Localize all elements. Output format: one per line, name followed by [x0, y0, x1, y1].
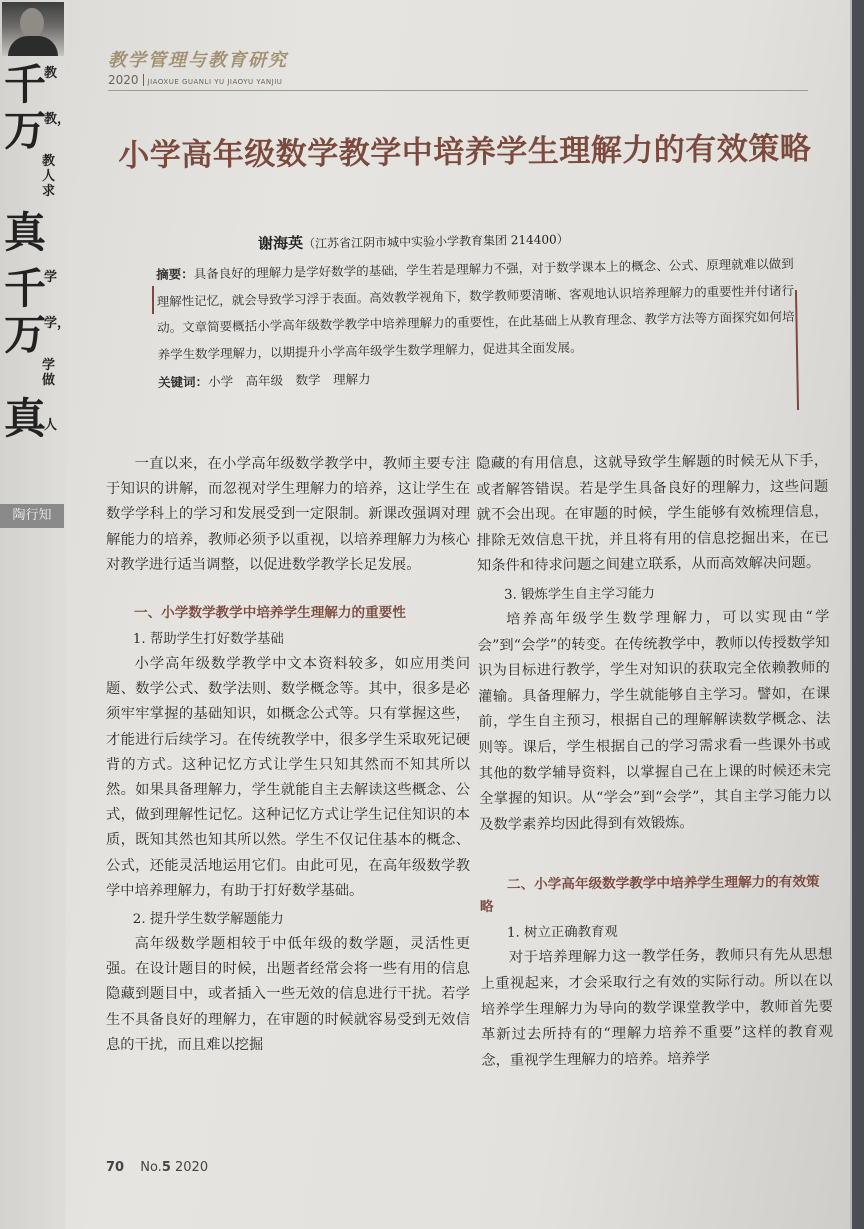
header-divider: [143, 74, 144, 86]
paragraph-1-3: 培养高年级学生数学理解力，可以实现由“学会”到“会学”的转变。在传统教学中，教师以传授数学知识为目标进行教学，学生对知识的获取完全依赖教师的灌输。具备理解力，学生就能够自主学习。譬如，在课前，学生自主预习，根据自己的理解解读数学概念、法则等。课后，学生根据自己的学习需求看一些课外书或其他的数学辅导资料，以掌握自己在上课的时候还未完全掌握的知识。从“学会”到“会学”，其自主学习能力以及数学素养均因此得到有效锻炼。: [477, 608, 832, 833]
subheading-1-2: 2. 提升学生数学解题能力: [132, 912, 284, 928]
journal-year: 2020: [108, 73, 139, 87]
motto-small: 人: [44, 418, 58, 433]
subheading-1-1: 1. 帮助学生打好数学基础: [132, 632, 284, 648]
motto-char: 千: [4, 60, 47, 109]
author-line: [258, 227, 569, 253]
abstract-label: 摘要：: [156, 266, 194, 282]
motto-vertical: [4, 60, 71, 443]
motto-small: 学做: [42, 358, 56, 388]
motto-small: 学: [44, 270, 58, 285]
section-heading-1: 一、小学数学教学中培养学生理解力的重要性: [134, 605, 406, 622]
subheading-2-1: 1. 树立正确教育观: [506, 925, 618, 942]
keywords-label: 关键词：: [157, 374, 209, 390]
paragraph-1-2: 高年级数学题相较于中低年级的数学题，灵活性更强。在设计题目的时候，出题者经常会将一些有用的信息隐藏到题目中，或者插入一些无效的信息进行干扰。若学生不具备良好的理解力，在审题的时候就容易受到无效信息的干扰，而且难以挖掘: [106, 936, 470, 1053]
left-sidebar: [0, 0, 71, 1229]
portrait-photo: [2, 2, 64, 56]
portrait-coat: [8, 36, 58, 56]
motto-char: 真: [4, 394, 47, 443]
paragraph-1-2-continued: 隐藏的有用信息，这就导致学生解题的时候无从下手，或者解答错误。若是学生具备良好的理解力，这些问题就不会出现。在审题的时候，学生能够有效梳理信息，排除无效信息干扰，并且将有用的信息挖掘出来，在已知条件和待求问题之间建立联系，从而高效解决问题。: [476, 452, 829, 575]
motto-small: 教: [44, 66, 58, 81]
abstract-accent-left: [152, 286, 154, 314]
issue-prefix: No.: [140, 1160, 162, 1175]
page-number: 70: [106, 1160, 125, 1175]
keywords: 小学 高年级 数学 理解力: [207, 371, 371, 390]
journal-name: 教学管理与教育研究: [108, 50, 288, 71]
author-affiliation: （江苏省江阴市城中实验小学教育集团 214400）: [302, 232, 569, 251]
right-column: [476, 449, 833, 1074]
portrait-face: [20, 8, 44, 38]
paragraph-1-1: 小学高年级数学教学中文本资料较多，如应用类问题、数学公式、数学法则、数学概念等。其中，很多是必须牢牢掌握的基础知识，如概念公式等。只有掌握这些，才能进行后续学习。在传统教学中，很多学生采取死记硬背的方式。这种记忆方式让学生只知其然而不知其所以然。如果具备理解力，学生就能自主去解读这些概念、公式，做到理解性记忆。这种记忆方式让学生记住知识的本质，既知其然也知其所以然。学生不仅记住基本的概念、公式，还能灵活地运用它们。由此可见，在高年级数学教学中培养理解力，有助于打好数学基础。: [106, 656, 470, 899]
section-heading-2: 二、小学高年级数学教学中培养学生理解力的有效策略: [479, 874, 820, 916]
motto-small: 教，: [44, 112, 71, 127]
motto-small: 学，: [44, 316, 71, 331]
intro-paragraph: 一直以来，在小学高年级数学教学中，教师主要专注于知识的讲解，而忽视对学生理解力的培养，这让学生在数学学科上的学习和发展受到一定限制。新课改强调对理解能力的培养，教师必须予以重视，以培养理解力为核心对教学进行适当调整，以促进数学教学长足发展。: [106, 456, 470, 573]
issue-year: 2020: [175, 1160, 209, 1175]
paragraph-2-1: 对于培养理解力这一教学任务，教师只有先从思想上重视起来，才会采取行之有效的实际行动。所以在以培养学生理解力为导向的数学课堂教学中，教师首先要革新过去所持有的“理解力培养不重要”这样的教育观念，重视学生理解力的培养。培养学: [480, 947, 834, 1069]
header-rule: [108, 90, 808, 91]
abstract-block: [156, 251, 806, 397]
issue-number: 5: [161, 1160, 171, 1175]
motto-small: 教人求: [42, 154, 56, 199]
journal-pinyin: JIAOXUE GUANLI YU JIAOYU YANJIU: [147, 78, 283, 86]
left-column: [106, 452, 470, 1058]
abstract-text-block: [156, 251, 806, 368]
motto-author-tag: 陶行知: [0, 504, 64, 528]
motto-char: 万: [4, 106, 47, 155]
abstract-text: 具备良好的理解力是学好数学的基础，学生若是理解力不强，对于数学课本上的概念、公式、原理就难以做到理解性记忆，就会导致学习浮于表面。高效教学视角下，数学教师要清晰、客观地认识培养理解力的重要性并付诸行动。文章简要概括小学高年级数学教学中培养理解力的重要性，在此基础上从教育理念、教学方法等方面探究如何培养学生数学理解力，以期提升小学高年级学生数学理解力，促进其全面发展。: [156, 255, 795, 362]
motto-char: 万: [4, 310, 47, 359]
motto-char: 千: [4, 264, 47, 313]
journal-year-line: [108, 73, 282, 87]
article-title: 小学高年级数学教学中培养学生理解力的有效策略: [118, 130, 812, 174]
author-name: 谢海英: [257, 233, 304, 253]
page-footer: [106, 1160, 208, 1175]
subheading-1-3: 3. 锻炼学生自主学习能力: [503, 586, 656, 603]
motto-char: 真: [4, 208, 47, 257]
issue-label: [140, 1160, 208, 1175]
